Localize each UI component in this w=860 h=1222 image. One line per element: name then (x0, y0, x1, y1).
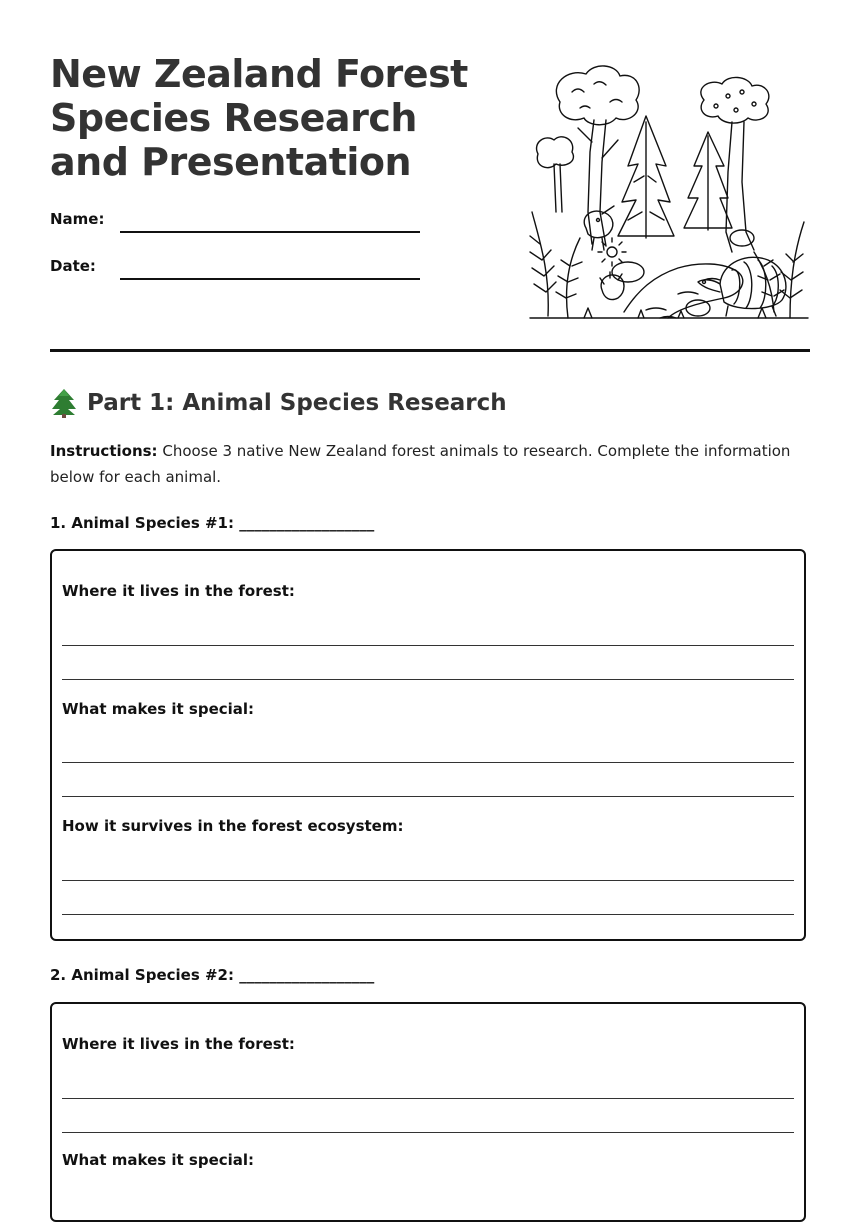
species-1-label: 1. Animal Species #1: __________________ (50, 514, 375, 532)
answer-line[interactable] (62, 880, 794, 881)
question-label: What makes it special: (62, 1151, 255, 1169)
question-label: Where it lives in the forest: (62, 582, 295, 600)
answer-line[interactable] (62, 1132, 794, 1133)
part1-heading (50, 388, 507, 418)
instructions-text: Choose 3 native New Zealand forest animals to research. Complete the information below for each animal. (50, 442, 791, 486)
question-label: What makes it special: (62, 700, 255, 718)
page-title: New Zealand Forest Species Research and Presentation (50, 52, 468, 184)
question-label: How it survives in the forest ecosystem: (62, 817, 404, 835)
answer-line[interactable] (62, 679, 794, 680)
instructions (50, 438, 815, 490)
forest-scene-illustration (528, 62, 810, 322)
question-label: Where it lives in the forest: (62, 1035, 295, 1053)
instructions-bold: Instructions: (50, 442, 158, 460)
answer-line[interactable] (62, 645, 794, 646)
name-label: Name: (50, 210, 105, 228)
date-field[interactable] (120, 278, 420, 280)
name-field[interactable] (120, 231, 420, 233)
answer-line[interactable] (62, 1098, 794, 1099)
part1-heading-text: Part 1: Animal Species Research (87, 390, 507, 416)
header-divider (50, 349, 810, 352)
species-2-card (50, 1002, 806, 1222)
species-1-card (50, 549, 806, 941)
date-label: Date: (50, 257, 96, 275)
tree-icon (50, 388, 78, 418)
answer-line[interactable] (62, 762, 794, 763)
answer-line[interactable] (62, 796, 794, 797)
answer-line[interactable] (62, 914, 794, 915)
species-2-label: 2. Animal Species #2: __________________ (50, 966, 375, 984)
